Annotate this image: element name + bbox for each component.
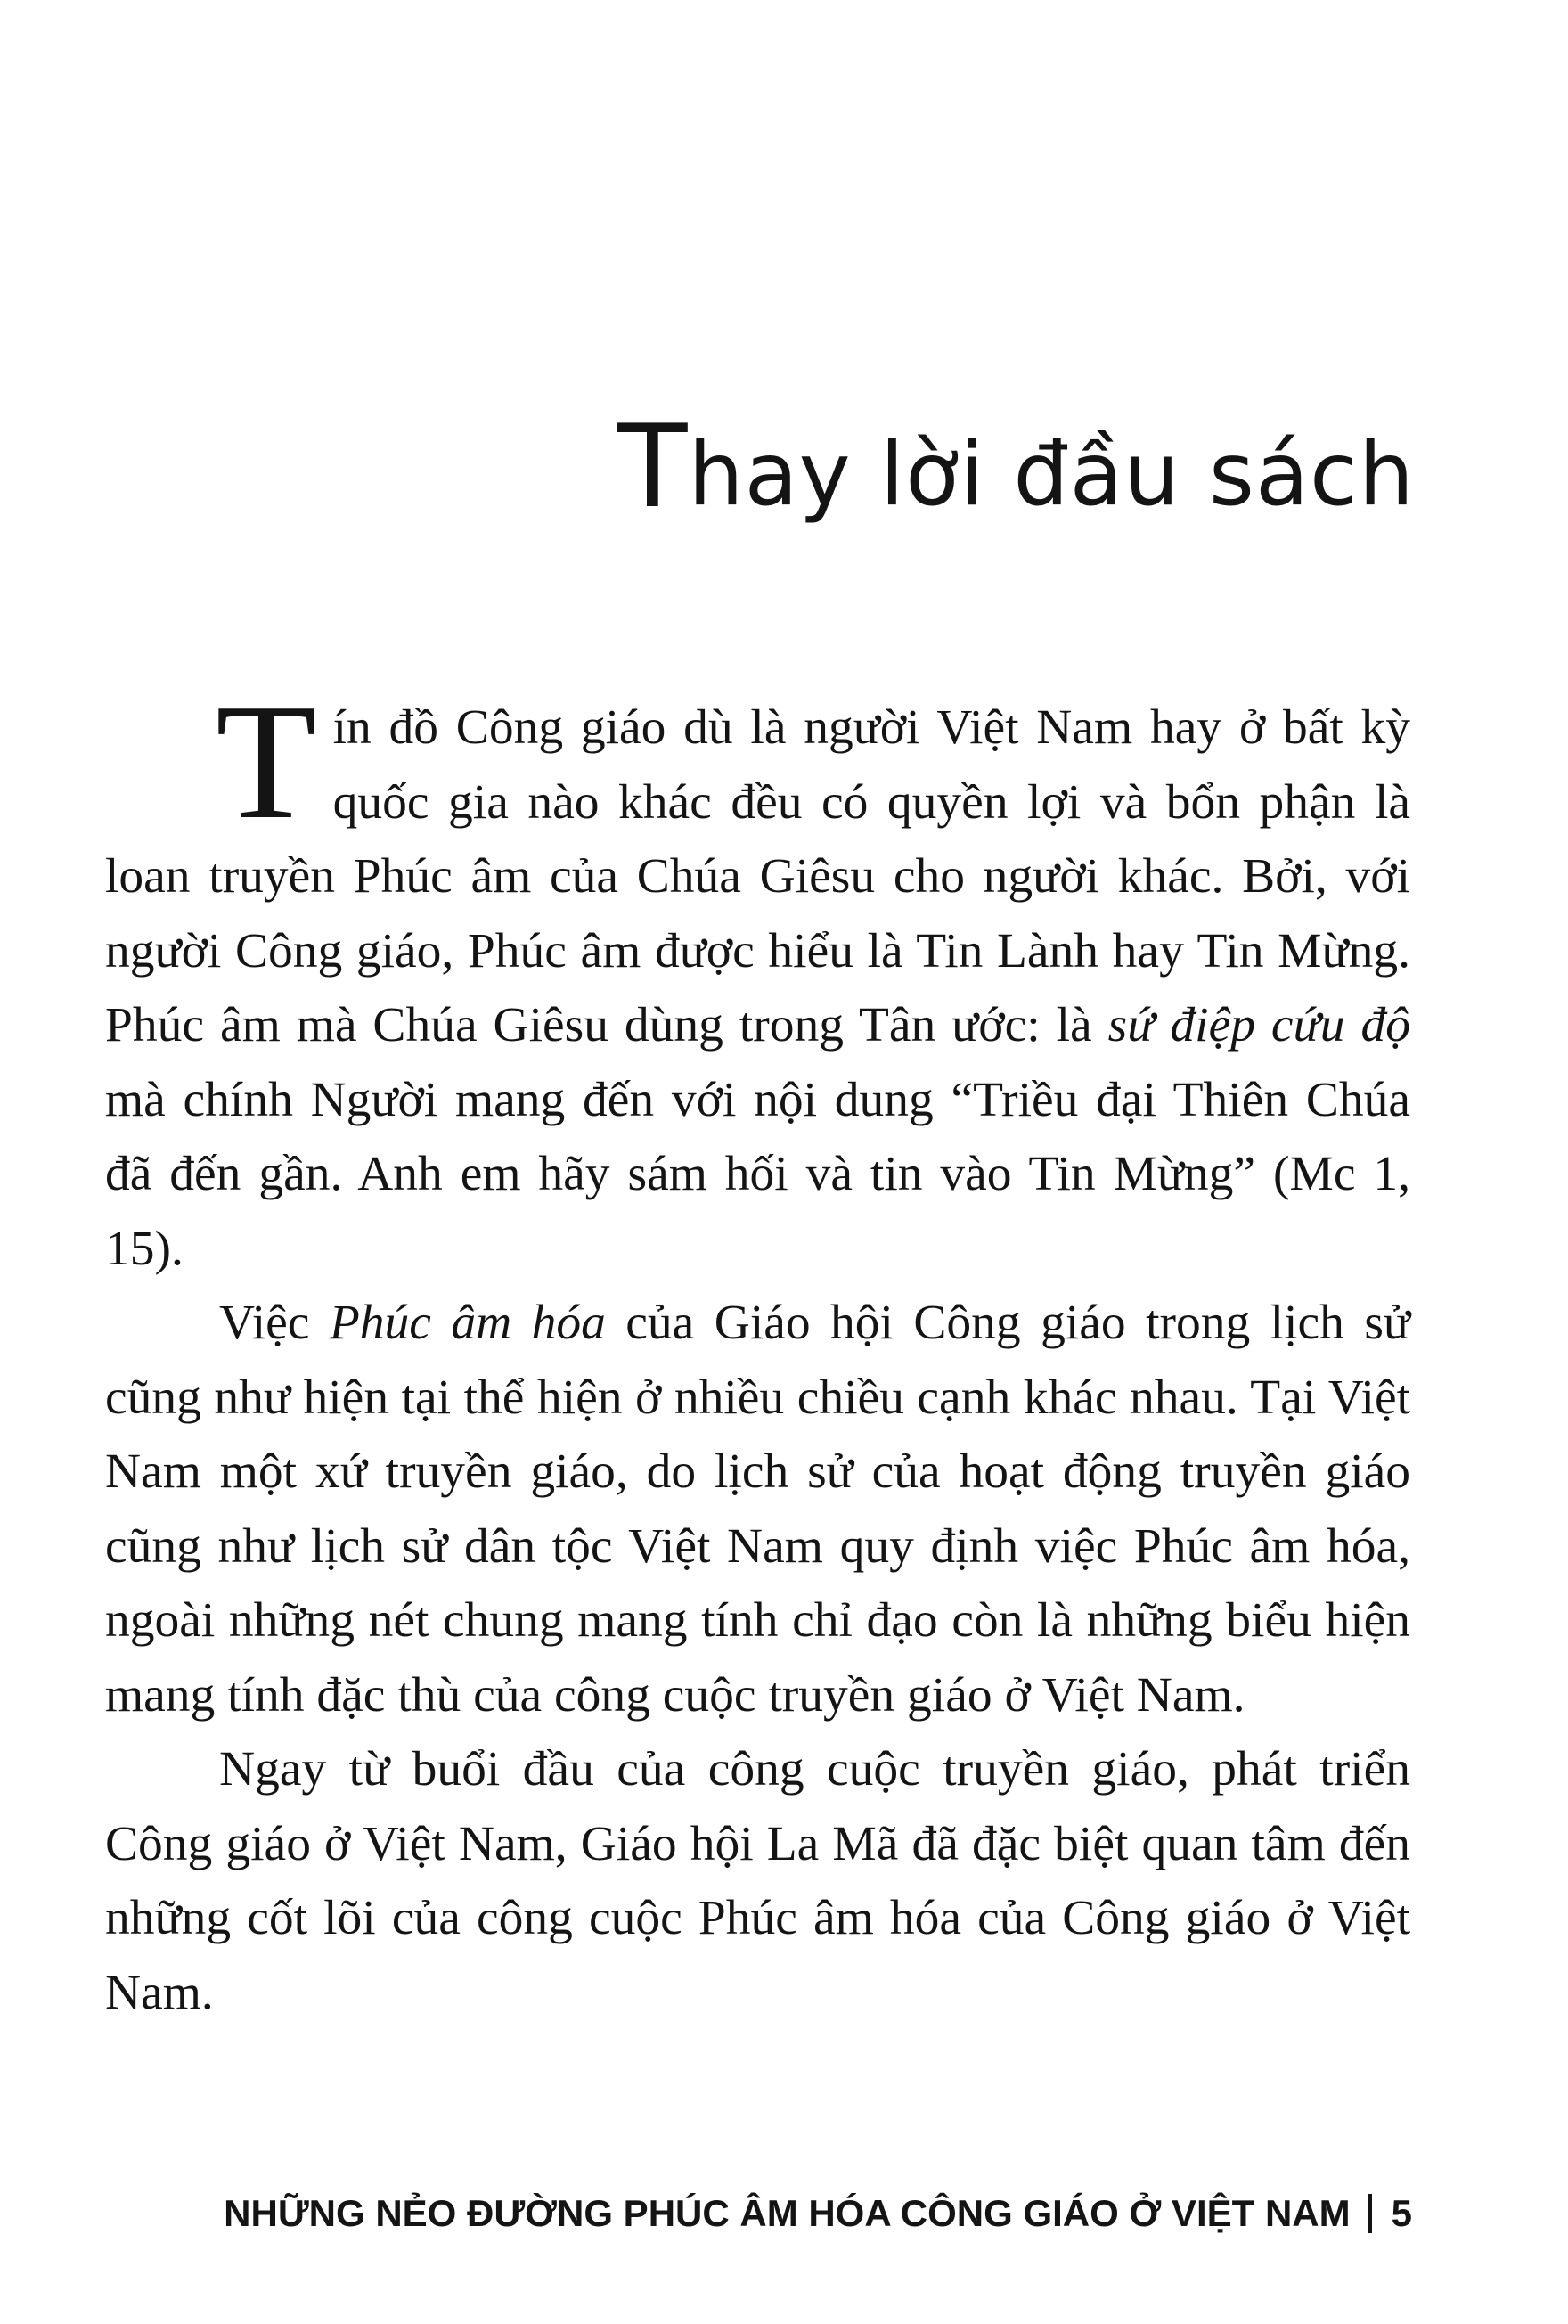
page-number: 5	[1391, 2192, 1412, 2234]
paragraph-1-text-cont: mà chính Người mang đến với nội dung “Triều đại Thiên Chúa đã đến gần. Anh em hãy sám hối và tin vào Tin Mừng” (Mc 1, 15).	[105, 1072, 1410, 1276]
paragraph-1-emphasis: sứ điệp cứu độ	[1107, 998, 1411, 1052]
paragraph-2-text: Việc	[219, 1296, 330, 1350]
paragraph-2	[105, 1286, 1410, 1732]
page-title	[617, 400, 1415, 534]
paragraph-2-emphasis: Phúc âm hóa	[329, 1296, 606, 1350]
body-text	[105, 670, 1411, 2030]
paragraph-1	[105, 670, 1411, 1286]
footer-separator	[1368, 2194, 1372, 2233]
paragraph-3	[105, 1732, 1410, 2030]
paragraph-2-text-cont: của Giáo hội Công giáo trong lịch sử cũng như hiện tại thể hiện ở nhiều chiều cạnh khác nhau. Tại Việt Nam một xứ truyền giáo, do lịch sử của hoạt động truyền giáo cũng như lịch sử dân tộc Việt Nam quy định việc Phúc âm hóa, ngoài những nét chung mang tính chỉ đạo còn là những biểu hiện mang tính đặc thù của công cuộc truyền giáo ở Việt Nam.	[105, 1296, 1410, 1723]
title-rest: hay lời đầu sách	[688, 423, 1415, 526]
paragraph-3-text: Ngay từ buổi đầu của công cuộc truyền giáo, phát triển Công giáo ở Việt Nam, Giáo hội La Mã đã đặc biệt quan tâm đến những cốt lõi của công cuộc Phúc âm hóa của Công giáo ở Việt Nam.	[105, 1742, 1410, 2020]
title-initial: T	[617, 400, 689, 534]
footer-book-title: NHỮNG NẺO ĐƯỜNG PHÚC ÂM HÓA CÔNG GIÁO Ở VIỆT NAM	[224, 2192, 1351, 2234]
running-footer	[224, 2194, 1412, 2233]
paragraph-1-text: ín đồ Công giáo dù là người Việt Nam hay ở bất kỳ quốc gia nào khác đều có quyền lợi và bổn phận là loan truyền Phúc âm của Chúa Giêsu cho người khác. Bởi, với người Công giáo, Phúc âm được hiểu là Tin Lành hay Tin Mừng. Phúc âm mà Chúa Giêsu dùng trong Tân ước: là	[105, 700, 1410, 1052]
drop-cap: T	[216, 670, 317, 854]
